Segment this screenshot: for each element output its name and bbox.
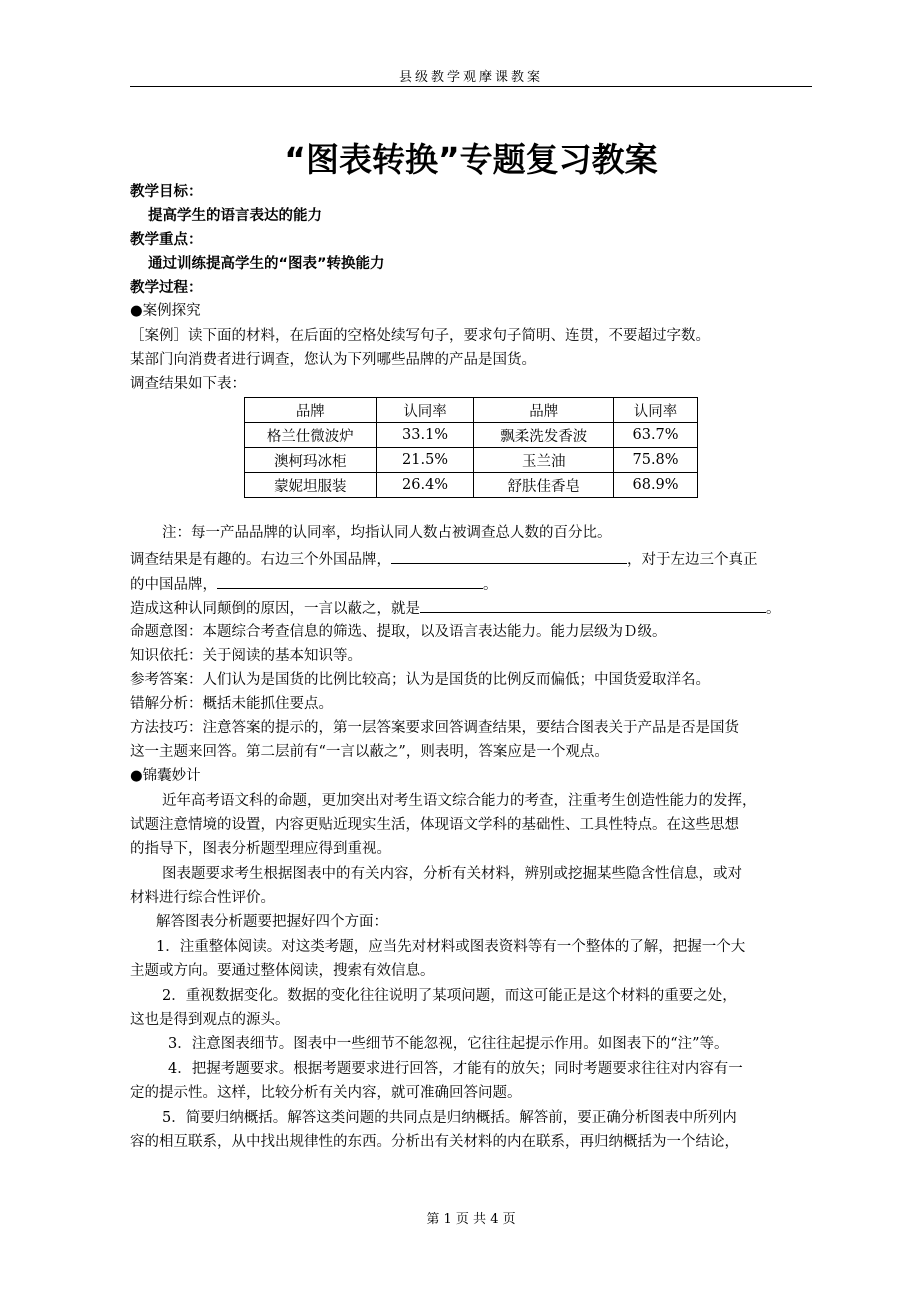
item-5-line-1: 5．简要归纳概括。解答这类问题的共同点是归纳概括。解答前，要正确分析图表中所列内 (162, 1110, 737, 1126)
tips-heading: ●锦囊妙计 (130, 768, 201, 784)
table-cell: 68.9% (614, 473, 698, 498)
item-2-line-1: 2．重视数据变化。数据的变化往往说明了某项问题，而这可能正是这个材料的重要之处， (162, 988, 737, 1004)
focus-label: 教学重点： (130, 232, 203, 248)
item-2-line-2: 这也是得到观点的源头。 (130, 1012, 290, 1028)
table-cell: 舒肤佳香皂 (474, 473, 614, 498)
intent-line: 命题意图：本题综合考查信息的筛选、提取，以及语言表达能力。能力层级为Ｄ级。 (130, 624, 667, 640)
document-title: “图表转换”专题复习教案 (284, 140, 658, 179)
table-cell: 蒙妮坦服装 (245, 473, 377, 498)
question-1-text-a: 调查结果是有趣的。右边三个外国品牌， (130, 552, 391, 568)
paragraph-1-line-3: 的指导下，图表分析题型理应得到重视。 (130, 841, 391, 857)
table-cell: 63.7% (614, 423, 698, 448)
goal-text: 提高学生的语言表达的能力 (148, 208, 322, 224)
survey-intro: 某部门向消费者进行调查，您认为下列哪些品牌的产品是国货。 (130, 352, 536, 368)
question-1-text-d: 。 (483, 577, 498, 593)
item-1-line-1: 1．注重整体阅读。对这类考题，应当先对材料或图表资料等有一个整体的了解，把握一个大 (156, 939, 746, 955)
case-heading: ●案例探究 (130, 303, 201, 319)
question-1-text-c: 的中国品牌， (130, 577, 217, 593)
answer-blank-1[interactable] (391, 549, 627, 564)
table-header-row (245, 398, 698, 423)
answer-blank-2[interactable] (217, 574, 483, 589)
item-1-line-2: 主题或方向。要通过整体阅读，搜索有效信息。 (130, 963, 435, 979)
table-row (245, 448, 698, 473)
focus-text: 通过训练提高学生的“图表”转换能力 (148, 256, 385, 272)
basis-line: 知识依托：关于阅读的基本知识等。 (130, 648, 362, 664)
paragraph-2-line-1: 图表题要求考生根据图表中的有关内容，分析有关材料，辨别或挖掘某些隐含性信息，或对 (162, 866, 742, 882)
question-1-line-1 (130, 549, 758, 570)
item-4-line-2: 定的提示性。这样，比较分析有关内容，就可准确回答问题。 (130, 1085, 522, 1101)
question-1-line-2 (130, 574, 498, 595)
method-line-2: 这一主题来回答。第二层前有“一言以蔽之”，则表明，答案应是一个观点。 (130, 744, 609, 760)
error-line: 错解分析：概括未能抓住要点。 (130, 696, 333, 712)
question-2-text-b: 。 (766, 601, 781, 617)
table-cell: 33.1% (376, 423, 474, 448)
page-footer: 第 1 页 共 4 页 (426, 1212, 516, 1227)
item-3: 3．注意图表细节。图表中一些细节不能忽视，它往往起提示作用。如图表下的“注”等。 (168, 1036, 729, 1052)
paragraph-1-line-2: 试题注意情境的设置，内容更贴近现实生活，体现语文学科的基础性、工具性特点。在这些思想 (130, 817, 739, 833)
table-cell: 21.5% (376, 448, 474, 473)
header-cell: 认同率 (376, 398, 474, 423)
survey-result-label: 调查结果如下表： (130, 376, 246, 392)
paragraph-3: 解答图表分析题要把握好四个方面： (156, 914, 388, 930)
survey-table (244, 397, 698, 498)
paragraph-2-line-2: 材料进行综合性评价。 (130, 890, 275, 906)
question-2-line (130, 598, 781, 619)
answer-line: 参考答案：人们认为是国货的比例比较高；认为是国货的比例反而偏低；中国货爱取洋名。 (130, 672, 710, 688)
table-cell: 玉兰油 (474, 448, 614, 473)
header-cell: 品牌 (245, 398, 377, 423)
paragraph-1-line-1: 近年高考语文科的命题，更加突出对考生语文综合能力的考查，注重考生创造性能力的发挥， (162, 793, 757, 809)
case-intro: ［案例］读下面的材料，在后面的空格处续写句子，要求句子简明、连贯，不要超过字数。 (130, 328, 710, 344)
method-line-1: 方法技巧：注意答案的提示的，第一层答案要求回答调查结果，要结合图表关于产品是否是国货 (130, 720, 739, 736)
question-2-text-a: 造成这种认同颠倒的原因，一言以蔽之，就是 (130, 601, 420, 617)
table-cell: 澳柯玛冰柜 (245, 448, 377, 473)
table-cell: 格兰仕微波炉 (245, 423, 377, 448)
table-note: 注：每一产品品牌的认同率，均指认同人数占被调查总人数的百分比。 (162, 525, 612, 541)
table-cell: 26.4% (376, 473, 474, 498)
question-1-text-b: ，对于左边三个真正 (627, 552, 758, 568)
header-cell: 品牌 (474, 398, 614, 423)
header-divider (130, 86, 812, 87)
table-cell: 飘柔洗发香波 (474, 423, 614, 448)
table-row (245, 473, 698, 498)
item-5-line-2: 容的相互联系，从中找出规律性的东西。分析出有关材料的内在联系，再归纳概括为一个结论， (130, 1134, 739, 1150)
table-cell: 75.8% (614, 448, 698, 473)
table-row (245, 423, 698, 448)
goal-label: 教学目标： (130, 184, 203, 200)
header-cell: 认同率 (614, 398, 698, 423)
item-4-line-1: 4．把握考题要求。根据考题要求进行回答，才能有的放矢；同时考题要求往往对内容有一 (168, 1061, 743, 1077)
process-label: 教学过程： (130, 280, 203, 296)
page-header: 县级教学观摩课教案 (398, 70, 543, 85)
answer-blank-3[interactable] (420, 598, 766, 613)
